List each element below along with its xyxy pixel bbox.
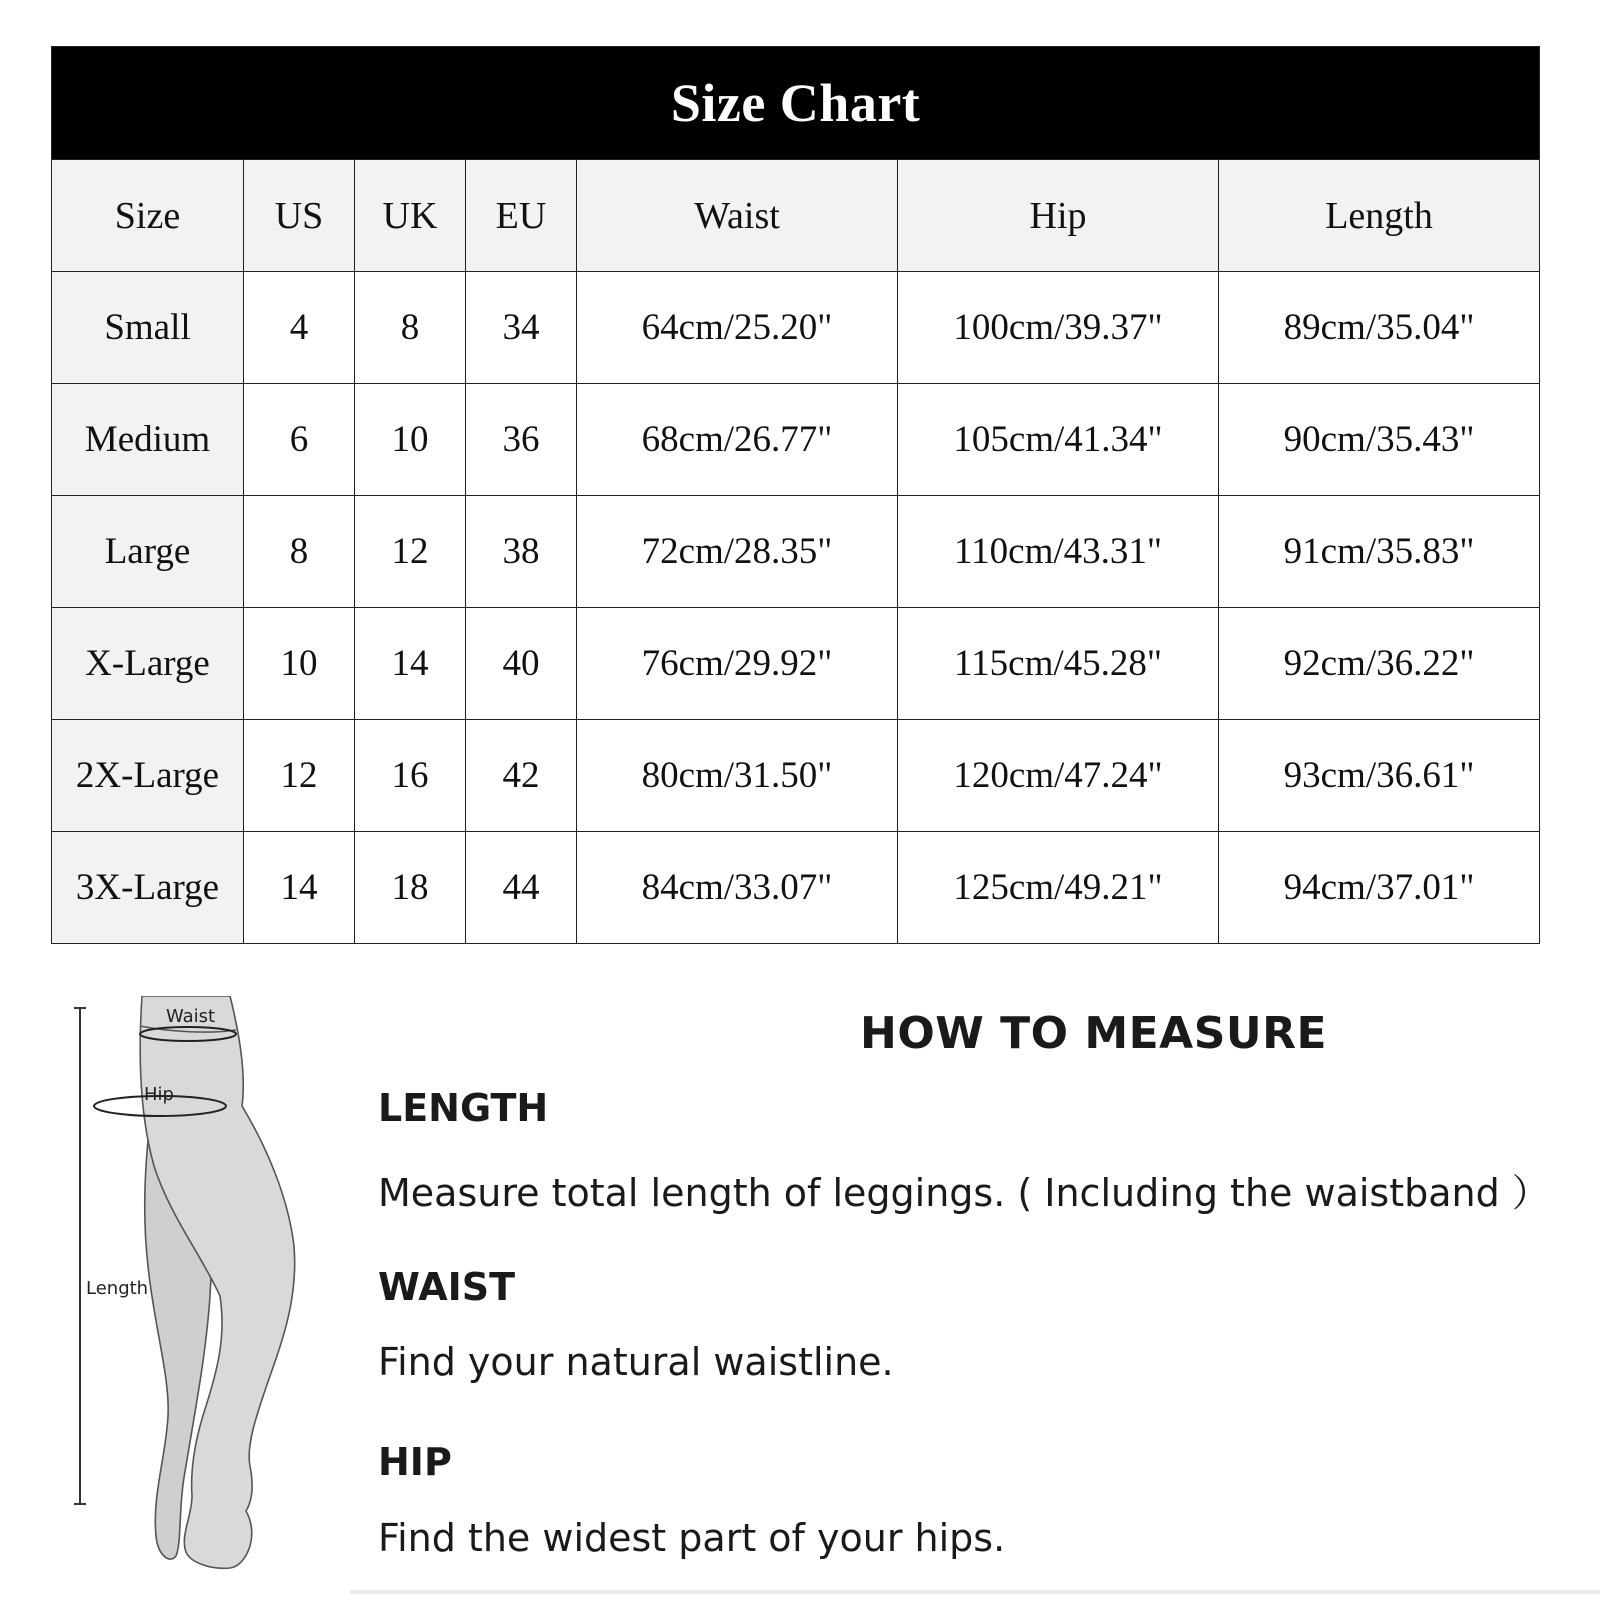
leggings-silhouette (140, 996, 295, 1568)
column-header-length: Length (1219, 160, 1540, 272)
us-cell: 8 (244, 496, 355, 608)
eu-cell: 38 (466, 496, 577, 608)
length-instruction: Measure total length of leggings. ( Including the waistband ） (378, 1171, 1550, 1215)
waist-cell: 80cm/31.50" (577, 720, 898, 832)
table-row (52, 496, 1540, 608)
waist-heading: WAIST (378, 1265, 516, 1309)
hip-instruction: Find the widest part of your hips. (378, 1516, 1006, 1560)
leggings-measurement-figure (70, 996, 350, 1596)
length-cell: 94cm/37.01" (1219, 832, 1540, 944)
uk-cell: 18 (355, 832, 466, 944)
size-chart-title: Size Chart (52, 47, 1540, 160)
bottom-divider (350, 1590, 1600, 1594)
waist-cell: 76cm/29.92" (577, 608, 898, 720)
uk-cell: 16 (355, 720, 466, 832)
waist-cell: 72cm/28.35" (577, 496, 898, 608)
how-to-measure-title: HOW TO MEASURE (860, 1008, 1328, 1059)
size-cell: 3X-Large (52, 832, 244, 944)
size-chart-table (51, 46, 1540, 944)
table-row (52, 832, 1540, 944)
table-row (52, 720, 1540, 832)
length-measure-arrow (74, 1008, 86, 1504)
column-header-size: Size (52, 160, 244, 272)
size-cell: Medium (52, 384, 244, 496)
us-cell: 6 (244, 384, 355, 496)
length-heading: LENGTH (378, 1086, 549, 1130)
column-header-us: US (244, 160, 355, 272)
length-cell: 93cm/36.61" (1219, 720, 1540, 832)
eu-cell: 36 (466, 384, 577, 496)
column-header-eu: EU (466, 160, 577, 272)
size-cell: Small (52, 272, 244, 384)
waist-cell: 68cm/26.77" (577, 384, 898, 496)
size-cell: Large (52, 496, 244, 608)
eu-cell: 44 (466, 832, 577, 944)
eu-cell: 40 (466, 608, 577, 720)
hip-cell: 105cm/41.34" (898, 384, 1219, 496)
hip-figure-label: Hip (144, 1084, 174, 1105)
us-cell: 10 (244, 608, 355, 720)
uk-cell: 10 (355, 384, 466, 496)
size-cell: 2X-Large (52, 720, 244, 832)
waist-figure-label: Waist (166, 1006, 216, 1027)
column-header-waist: Waist (577, 160, 898, 272)
hip-cell: 125cm/49.21" (898, 832, 1219, 944)
table-row (52, 608, 1540, 720)
uk-cell: 8 (355, 272, 466, 384)
us-cell: 4 (244, 272, 355, 384)
length-figure-label: Length (86, 1278, 149, 1299)
waist-cell: 64cm/25.20" (577, 272, 898, 384)
hip-heading: HIP (378, 1440, 452, 1484)
hip-cell: 115cm/45.28" (898, 608, 1219, 720)
size-cell: X-Large (52, 608, 244, 720)
length-cell: 92cm/36.22" (1219, 608, 1540, 720)
waist-cell: 84cm/33.07" (577, 832, 898, 944)
column-header-hip: Hip (898, 160, 1219, 272)
length-cell: 91cm/35.83" (1219, 496, 1540, 608)
hip-cell: 120cm/47.24" (898, 720, 1219, 832)
us-cell: 14 (244, 832, 355, 944)
column-header-uk: UK (355, 160, 466, 272)
eu-cell: 42 (466, 720, 577, 832)
uk-cell: 14 (355, 608, 466, 720)
table-row (52, 384, 1540, 496)
waist-instruction: Find your natural waistline. (378, 1340, 894, 1384)
table-row (52, 272, 1540, 384)
eu-cell: 34 (466, 272, 577, 384)
uk-cell: 12 (355, 496, 466, 608)
length-cell: 89cm/35.04" (1219, 272, 1540, 384)
hip-cell: 110cm/43.31" (898, 496, 1219, 608)
us-cell: 12 (244, 720, 355, 832)
hip-cell: 100cm/39.37" (898, 272, 1219, 384)
length-cell: 90cm/35.43" (1219, 384, 1540, 496)
